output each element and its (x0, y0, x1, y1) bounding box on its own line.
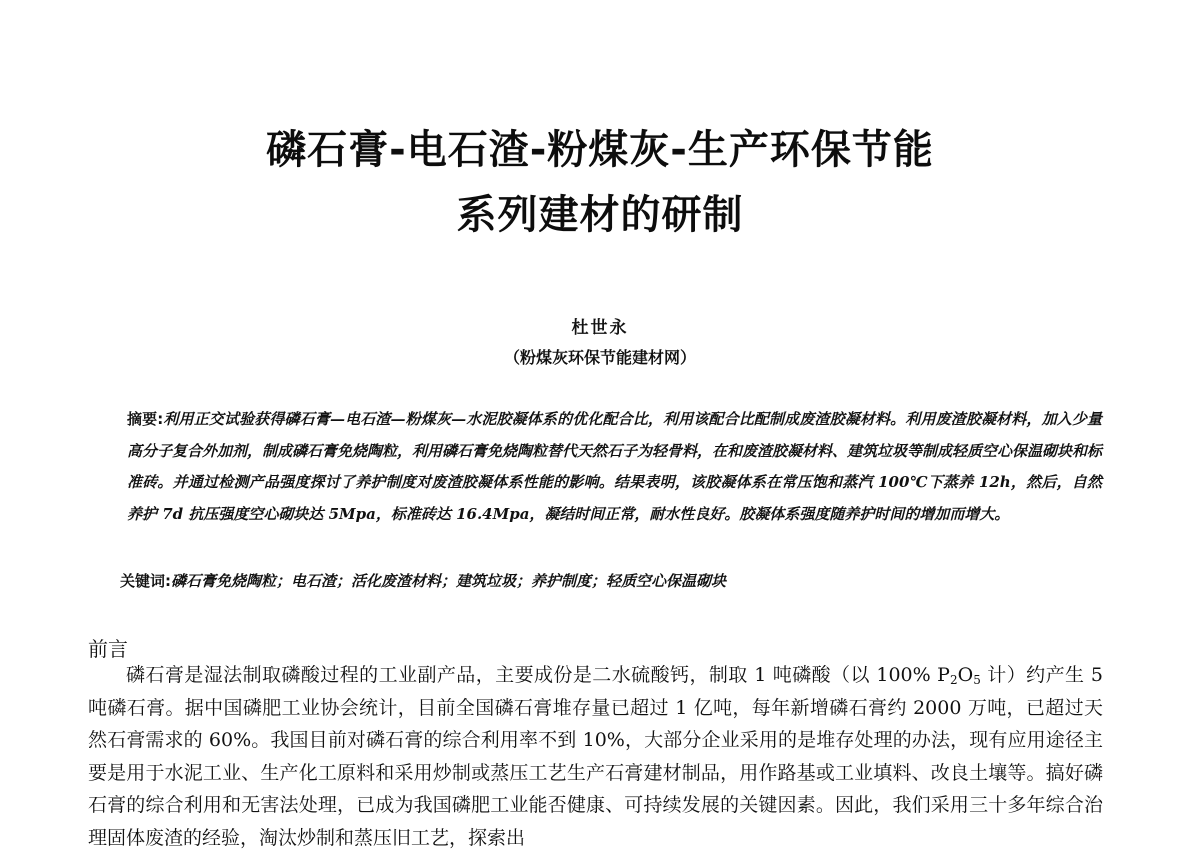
author-affiliation: （粉煤灰环保节能建材网） (503, 348, 696, 367)
keywords (120, 566, 1110, 597)
abstract (127, 404, 1102, 530)
abstract-label: 摘要: (127, 410, 164, 428)
body-text-part-1: 磷石膏是湿法制取磷酸过程的工业副产品，主要成份是二水硫酸钙，制取 1 吨磷酸（以 100% P (126, 664, 950, 686)
keywords-text: 磷石膏免烧陶粒；电石渣；活化废渣材料；建筑垃圾；养护制度；轻质空心保温砌块 (171, 572, 727, 590)
body-paragraph (88, 659, 1103, 855)
keywords-label: 关键词: (120, 572, 171, 590)
section-heading: 前言 (88, 637, 128, 661)
abstract-text: 利用正交试验获得磷石膏—电石渣—粉煤灰—水泥胶凝体系的优化配合比，利用该配合比配制成废渣胶凝材料。利用废渣胶凝材料，加入少量高分子复合外加剂，制成磷石膏免烧陶粒，利用磷石膏免烧陶粒替代天然石子为轻骨料，在和废渣胶凝材料、建筑垃圾等制成轻质空心保温砌块和标准砖。并通过检测产品强度探讨了养护制度对废渣胶凝体系性能的影响。结果表明，该胶凝体系在常压饱和蒸汽 100℃下蒸养 12h，然后，自然养护 7d 抗压强度空心砌块达 5Mpa，标准砖达 16.4Mpa，凝结时间正常，耐水性良好。胶凝体系强度随养护时间的增加而增大。 (127, 410, 1103, 523)
body-subscript-1: 2 (949, 673, 958, 687)
body-text-part-2: O (957, 664, 974, 686)
body-text-part-3: 计）约产生 5 吨磷石膏。据中国磷肥工业协会统计，目前全国磷石膏堆存量已超过 1 亿吨，每年新增磷石膏约 2000 万吨，已超过天然石膏需求的 60%。我国目前对磷石膏的综合利用率不到 10%，大部分企业采用的是堆存处理的办法，现有应用途径主要是用于水泥工业、生产化工原料和采用炒制或蒸压工艺生产石膏建材制品，用作路基或工业填料、改良土壤等。搞好磷石膏的综合利用和无害法处理，已成为我国磷肥工业能否健康、可持续发展的关键因素。因此，我们采用三十多年综合治理固体废渣的经验，淘汰炒制和蒸压旧工艺，探索出 (88, 664, 1104, 849)
paper-title-line-1: 磷石膏-电石渣-粉煤灰-生产环保节能 (266, 127, 934, 173)
paper-title-line-2: 系列建材的研制 (456, 192, 744, 238)
author-name: 杜世永 (571, 318, 629, 338)
body-subscript-2: 5 (973, 673, 981, 687)
